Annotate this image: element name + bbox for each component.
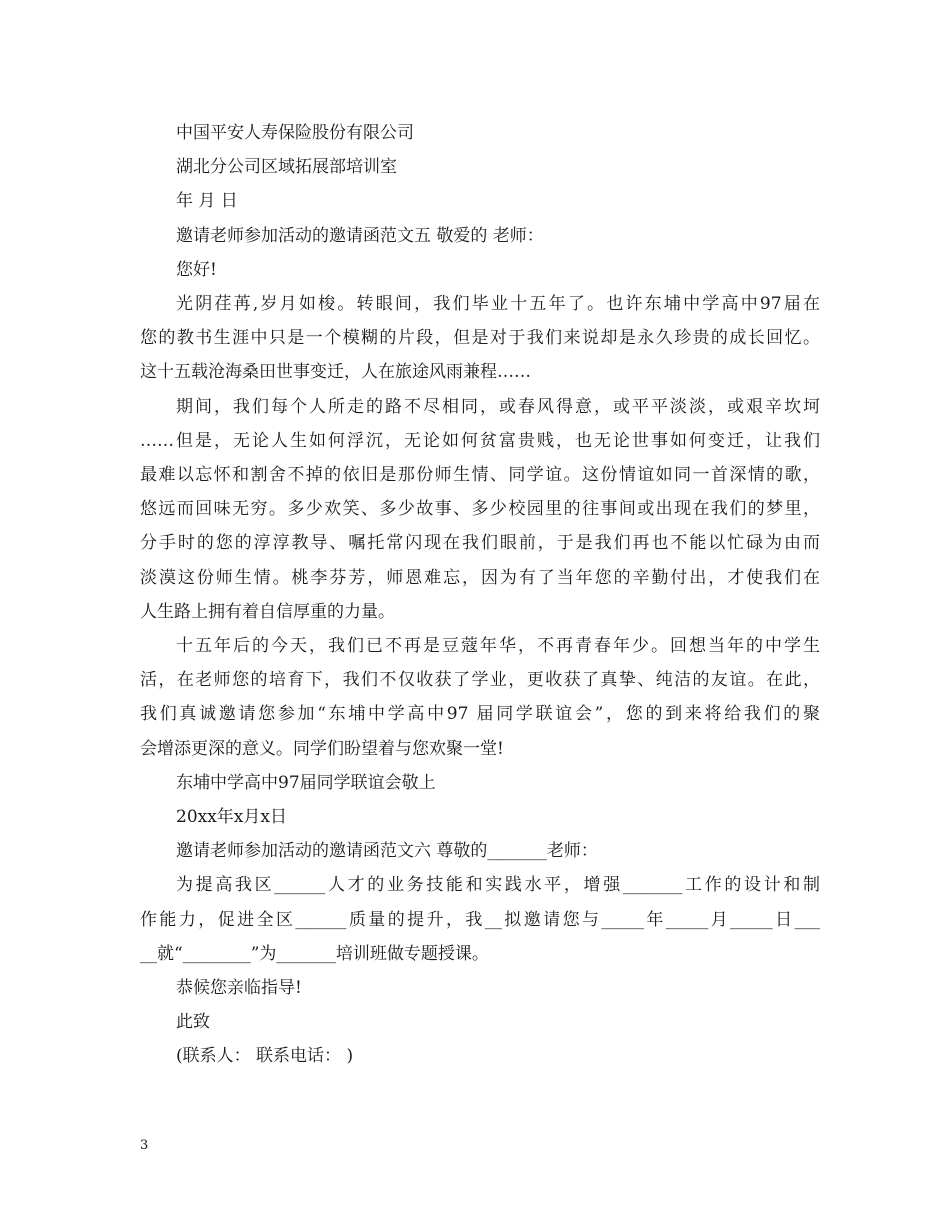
text-line: 中国平安人寿保险股份有限公司 [176, 123, 414, 143]
text-line: 淡漠这份师生情。桃李芬芳，师恩难忘，因为有了当年您的辛勤付出，才使我们在 [140, 567, 820, 588]
page-number: 3 [140, 1138, 149, 1153]
text-line: 您的教书生涯中只是一个模糊的片段，但是对于我们来说却是永久珍贵的成长回忆。 [140, 328, 820, 349]
text-line: 作能力，促进全区______质量的提升，我__拟邀请您与_____年_____月_____日___ [140, 909, 820, 930]
text-line: 此致 [176, 1012, 210, 1033]
text-line: 这十五载沧海桑田世事变迁，人在旅途风雨兼程…… [140, 362, 531, 383]
text-line: 东埔中学高中97届同学联谊会敬上 [176, 772, 436, 793]
text-line: 恭候您亲临指导! [176, 978, 302, 999]
text-line: 分手时的您的淳淳教导、嘱托常闪现在我们眼前，于是我们再也不能以忙碌为由而 [140, 533, 820, 554]
text-line: 十五年后的今天，我们已不再是豆蔻年华，不再青春年少。回想当年的中学生 [176, 636, 820, 657]
document-body [140, 116, 820, 1074]
text-line: 湖北分公司区域拓展部培训室 [176, 157, 397, 178]
text-line: 为提高我区______人才的业务技能和实践水平，增强_______工作的设计和制 [176, 875, 820, 896]
text-line: 活，在老师您的培育下，我们不仅收获了学业，更收获了真挚、纯洁的友谊。在此， [140, 670, 820, 691]
text-line: 最难以忘怀和割舍不掉的依旧是那份师生情、同学谊。这份情谊如同一首深情的歌， [140, 465, 820, 486]
text-line: 期间，我们每个人所走的路不尽相同，或春风得意，或平平淡淡，或艰辛坎坷 [176, 396, 820, 417]
text-line: __就“________”为_______培训班做专题授课。 [140, 943, 489, 964]
text-line: 邀请老师参加活动的邀请函范文六 尊敬的_______老师： [176, 841, 598, 862]
text-line: 人生路上拥有着自信厚重的力量。 [140, 601, 395, 622]
text-line: (联系人： 联系电话： ) [176, 1046, 354, 1067]
text-line: 悠远而回味无穷。多少欢笑、多少故事、多少校园里的往事间或出现在我们的梦里， [140, 499, 820, 520]
text-line: 光阴荏苒,岁月如梭。转眼间，我们毕业十五年了。也许东埔中学高中97届在 [176, 294, 820, 315]
text-line: 邀请老师参加活动的邀请函范文五 敬爱的 老师： [176, 225, 544, 246]
text-line: 您好! [176, 259, 217, 280]
text-line: 年 月 日 [176, 191, 238, 212]
text-line: ……但是，无论人生如何浮沉，无论如何贫富贵贱，也无论世事如何变迁，让我们 [140, 430, 820, 451]
text-line: 20xx年x月x日 [176, 807, 287, 828]
text-line: 会增添更深的意义。同学们盼望着与您欢聚一堂! [140, 738, 504, 759]
text-line: 我们真诚邀请您参加“东埔中学高中97 届同学联谊会”，您的到来将给我们的聚 [140, 704, 820, 725]
